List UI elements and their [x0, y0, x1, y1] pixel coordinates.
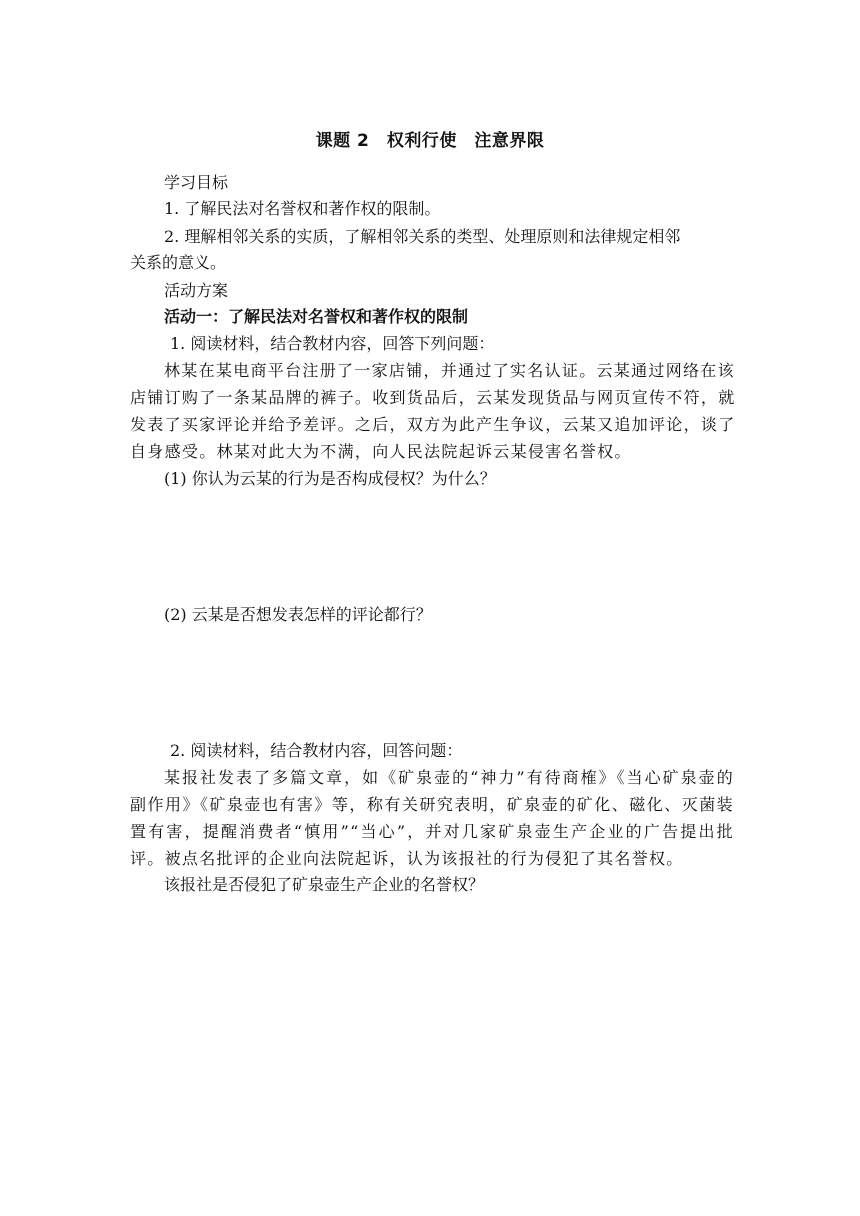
task1-question-2: (2) 云某是否想发表怎样的评论都行？: [164, 605, 432, 624]
goal-item-2-continued: 关系的意义。: [130, 253, 227, 272]
page-title: 课题 2 权利行使 注意界限: [315, 131, 545, 151]
activity1-heading: 活动一：了解民法对名誉权和著作权的限制: [164, 307, 469, 326]
task2-material-line-4: 评。被点名批评的企业向法院起诉，认为该报社的行为侵犯了其名誉权。: [130, 849, 684, 868]
task2-prompt: 2. 阅读材料，结合教材内容，回答问题：: [170, 741, 463, 760]
goals-heading: 学习目标: [164, 173, 229, 192]
goal-item-1: 1. 了解民法对名誉权和著作权的限制。: [164, 199, 441, 218]
task1-material-line-2: 店铺订购了一条某品牌的裤子。收到货品后，云某发现货品与网页宣传不符，就: [130, 388, 736, 407]
task1-material-line-3: 发表了买家评论并给予差评。之后，双方为此产生争议，云某又追加评论，谈了: [130, 415, 736, 434]
task1-prompt: 1. 阅读材料，结合教材内容，回答下列问题：: [170, 334, 495, 353]
goal-item-2: 2. 理解相邻关系的实质，了解相邻关系的类型、处理原则和法律规定相邻: [164, 227, 681, 246]
task2-material-line-3: 置有害，提醒消费者“慎用”“当心”，并对几家矿泉壶生产企业的广告提出批: [130, 822, 734, 841]
task1-material-line-4: 自身感受。林某对此大为不满，向人民法院起诉云某侵害名誉权。: [130, 442, 632, 461]
task2-material-line-1: 某报社发表了多篇文章，如《矿泉壶的“神力”有待商榷》《当心矿泉壶的: [164, 768, 734, 787]
task1-question-1: (1) 你认为云某的行为是否构成侵权？为什么？: [164, 469, 496, 488]
task2-question: 该报社是否侵犯了矿泉壶生产企业的名誉权？: [164, 875, 485, 894]
task2-material-line-2: 副作用》《矿泉壶也有害》等，称有关研究表明，矿泉壶的矿化、磁化、灭菌装: [130, 795, 734, 814]
task1-material-line-1: 林某在某电商平台注册了一家店铺，并通过了实名认证。云某通过网络在该: [164, 361, 735, 380]
plan-heading: 活动方案: [164, 281, 229, 300]
